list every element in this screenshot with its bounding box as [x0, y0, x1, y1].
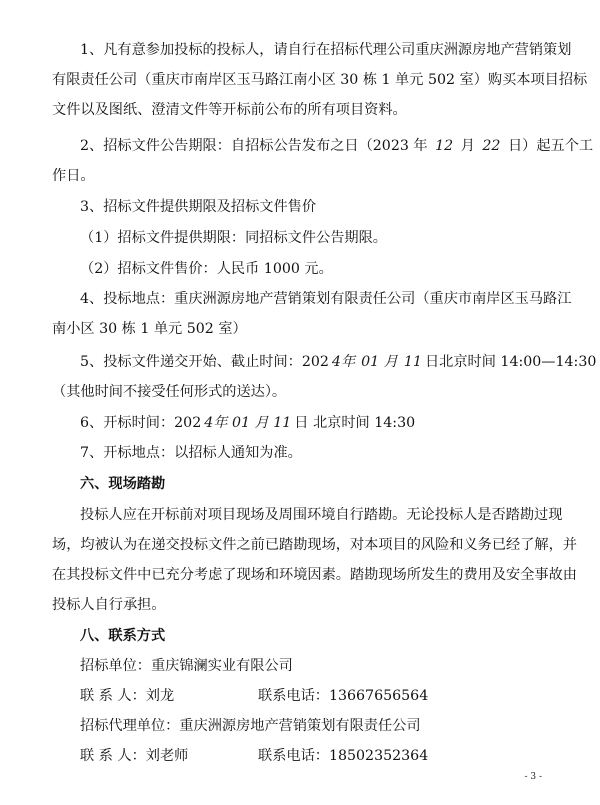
section-6-heading: 六、现场踏勘 — [80, 476, 166, 492]
handwritten-year-5: 4年 — [331, 354, 356, 370]
section-6-para-line-4: 投标人自行承担。 — [52, 597, 166, 613]
item-2-text-b: 月 — [460, 138, 475, 154]
contact-2-name: 联 系 人：刘老师 — [80, 748, 189, 764]
item-4-line-1: 4、投标地点：重庆洲源房地产营销策划有限责任公司（重庆市南岸区玉马路江 — [80, 291, 572, 307]
item-5-text-a: 5、投标文件递交开始、截止时间：202 — [80, 354, 329, 370]
item-6-text-a: 6、开标时间：202 — [80, 415, 202, 431]
page-number: - 3 - — [524, 772, 542, 782]
item-5-line-2: （其他时间不接受任何形式的送达）。 — [52, 384, 287, 400]
item-2-line-1 — [80, 136, 593, 156]
section-6-para-line-2: 场，均被认为在递交投标文件之前已踏勘现场，对本项目的风险和义务已经了解，并 — [52, 537, 577, 553]
item-1-line-1: 1、凡有意参加投标的投标人，请自行在招标代理公司重庆洲源房地产营销策划 — [80, 42, 572, 58]
item-2-line-2: 作日。 — [52, 168, 95, 184]
tenderer: 招标单位：重庆锦澜实业有限公司 — [80, 658, 293, 674]
item-3-1: （1）招标文件提供期限：同招标文件公告期限。 — [80, 230, 387, 246]
agency: 招标代理单位：重庆洲源房地产营销策划有限责任公司 — [80, 718, 421, 734]
item-6 — [80, 413, 415, 433]
item-4-line-2: 南小区 30 栋 1 单元 502 室） — [52, 321, 247, 337]
item-1-line-3: 文件以及图纸、澄清文件等开标前公布的所有项目资料。 — [52, 102, 407, 118]
item-2-text-a: 2、招标文件公告期限：自招标公告发布之日（2023 年 — [80, 138, 428, 154]
section-6-para-line-1: 投标人应在开标前对项目现场及周围环境自行踏勘。无论投标人是否踏勘过现 — [80, 507, 563, 523]
item-3-2: （2）招标文件售价：人民币 1000 元。 — [80, 261, 333, 277]
item-1-line-2: 有限责任公司（重庆市南岸区玉马路江南小区 30 栋 1 单元 502 室）购买本项目招标 — [52, 72, 588, 88]
handwritten-month-5: 01 月 — [361, 354, 398, 370]
handwritten-day: 22 — [482, 138, 501, 154]
section-8-heading: 八、联系方式 — [80, 628, 166, 644]
item-6-text-b: 日 北京时间 14:30 — [294, 415, 416, 431]
contact-1-phone: 联系电话：13667656564 — [258, 688, 429, 704]
item-7: 7、开标地点：以招标人通知为准。 — [80, 445, 302, 461]
item-2-text-c: 日）起五个工 — [507, 138, 594, 154]
handwritten-date-6: 4年 01 月 11 — [204, 415, 292, 431]
item-5-line-1 — [80, 352, 596, 372]
item-3: 3、招标文件提供期限及招标文件售价 — [80, 199, 317, 215]
handwritten-month: 12 — [435, 138, 454, 154]
contact-1-name: 联 系 人：刘龙 — [80, 688, 175, 704]
item-5-text-b: 日北京时间 14:00—14:30 — [424, 354, 597, 370]
contact-2-phone: 联系电话：18502352364 — [258, 748, 429, 764]
handwritten-day-5: 11 — [403, 354, 422, 370]
section-6-para-line-3: 在其投标文件中已充分考虑了现场和环境因素。踏勘现场所发生的费用及安全事故由 — [52, 567, 577, 583]
